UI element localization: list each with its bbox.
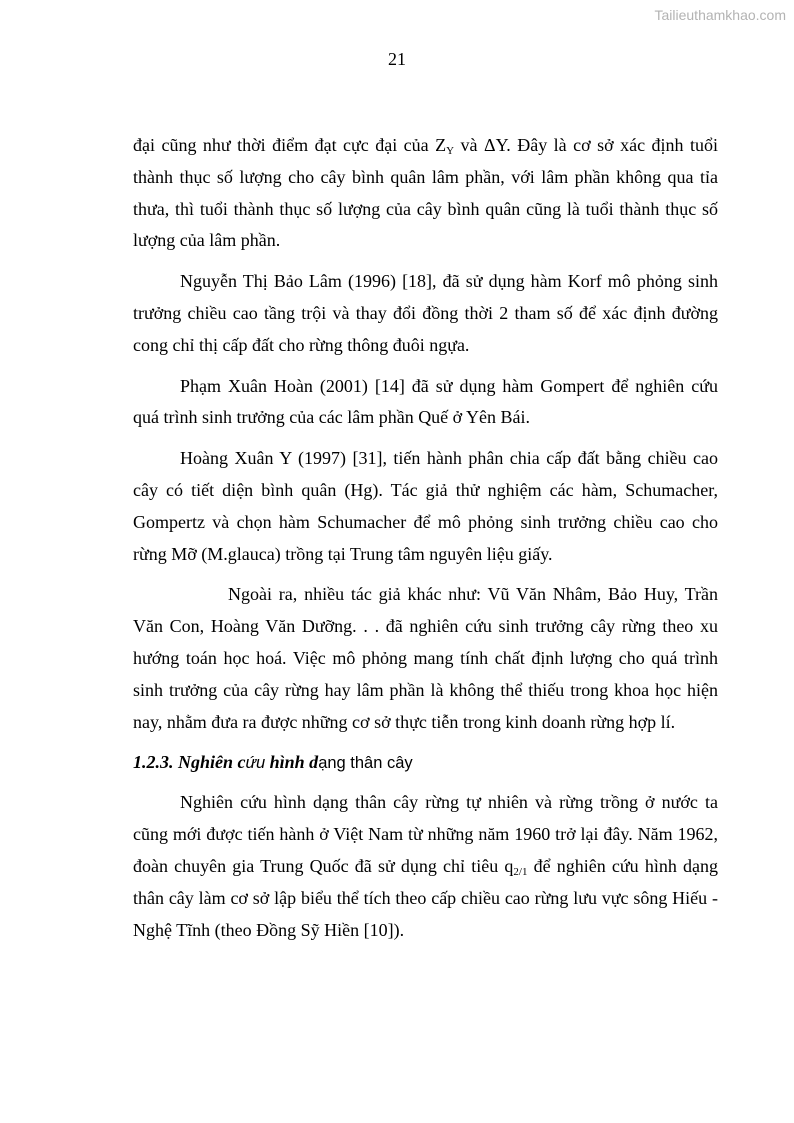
paragraph-2: Nguyễn Thị Bảo Lâm (1996) [18], đã sử dụng hàm Korf mô phỏng sinh trưởng chiều cao tầng trội và thay đổi đồng thời 2 tham số để xác định đường cong chỉ thị cấp đất cho rừng thông đuôi ngựa.	[133, 271, 718, 355]
heading-part-2: ứu	[245, 754, 266, 773]
document-body	[133, 130, 718, 955]
paragraph-6	[133, 787, 718, 946]
heading-part-4: ình d	[279, 752, 319, 773]
watermark: Tailieuthamkhao.com	[654, 7, 786, 23]
p6-text-b: để nghiên cứu hình dạng thân cây làm cơ sở lập biểu thể tích theo cấp chiều cao rừng lưu vực sông Hiếu - Nghệ Tĩnh (theo Đồng Sỹ Hiền [10]).	[133, 855, 719, 940]
page-number: 21	[388, 49, 406, 69]
paragraph-1	[133, 130, 718, 257]
p1-text-b: và ΔY. Đây là cơ sở xác định tuổi thành thục số lượng cho cây bình quân lâm phần, với lâm phần không qua tỉa thưa, thì tuổi thành thục số lượng của cây bình quân cũng là tuổi thành thục số lượng của lâm phần.	[133, 135, 719, 251]
paragraph-3: Phạm Xuân Hoàn (2001) [14] đã sử dụng hàm Gompert để nghiên cứu quá trình sinh trưởng của các lâm phần Quế ở Yên Bái.	[133, 375, 718, 428]
heading-part-3: h	[265, 752, 280, 773]
p6-subscript: 2/1	[513, 865, 528, 878]
p1-subscript: Y	[446, 145, 455, 157]
heading-part-1: 1.2.3. Nghiên c	[133, 752, 246, 773]
p1-text-a: đại cũng như thời điểm đạt cực đại của Z	[133, 135, 447, 155]
heading-part-5: ạng thân cây	[318, 754, 413, 773]
section-heading	[133, 747, 718, 778]
paragraph-5: Ngoài ra, nhiều tác giả khác như: Vũ Văn Nhâm, Bảo Huy, Trần Văn Con, Hoàng Văn Dưỡng. . . đã nghiên cứu sinh trưởng cây rừng theo xu hướng toán học hoá. Việc mô phỏng mang tính chất định lượng cho quá trình sinh trưởng của cây rừng hay lâm phần là không thể thiếu trong khoa học hiện nay, nhằm đưa ra được những cơ sở thực tiễn trong kinh doanh rừng hợp lí.	[133, 584, 718, 732]
paragraph-4: Hoàng Xuân Y (1997) [31], tiến hành phân chia cấp đất bằng chiều cao cây có tiết diện bình quân (Hg). Tác giả thử nghiệm các hàm, Schumacher, Gompertz và chọn hàm Schumacher để mô phỏng sinh trưởng chiều cao cho rừng Mỡ (M.glauca) trồng tại Trung tâm nguyên liệu giấy.	[133, 448, 718, 564]
p6-text-a: Nghiên cứu hình dạng thân cây rừng tự nhiên và rừng trồng ở nước ta cũng mới được tiến hành ở Việt Nam từ những năm 1960 trở lại đây. Năm 1962, đoàn chuyên gia Trung Quốc đã sử dụng chỉ tiêu q	[133, 792, 718, 876]
